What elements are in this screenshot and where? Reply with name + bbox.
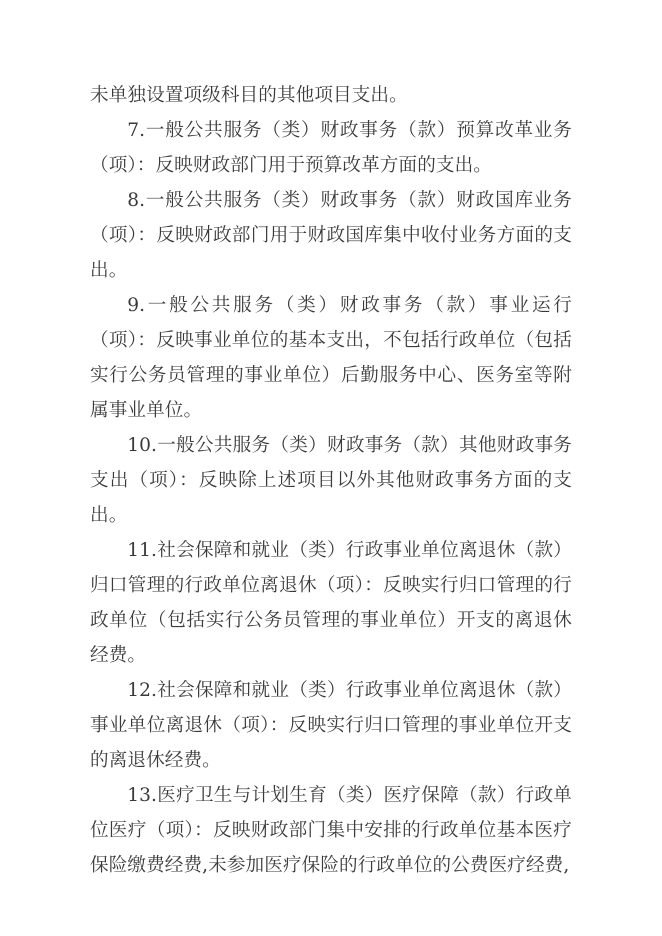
- paragraph-item-7: 7.一般公共服务（类）财政事务（款）预算改革业务（项）：反映财政部门用于预算改革方面的支出。: [90, 120, 572, 176]
- paragraph-item-11: 11.社会保障和就业（类）行政事业单位离退休（款）归口管理的行政单位离退休（项）：反映实行归口管理的行政单位（包括实行公务员管理的事业单位）开支的离退休经费。: [90, 540, 572, 666]
- paragraph-item-13: 13.医疗卫生与计划生育（类）医疗保障（款）行政单位医疗（项）：反映财政部门集中安排的行政单位基本医疗保险缴费经费,未参加医疗保险的行政单位的公费医疗经费,: [90, 785, 572, 876]
- paragraph-item-8: 8.一般公共服务（类）财政事务（款）财政国库业务（项）：反映财政部门用于财政国库集中收付业务方面的支出。: [90, 190, 572, 281]
- paragraph-item-9: 9.一般公共服务（类）财政事务（款）事业运行（项）：反映事业单位的基本支出，不包括行政单位（包括实行公务员管理的事业单位）后勤服务中心、医务室等附属事业单位。: [90, 295, 572, 421]
- paragraph-item-12: 12.社会保障和就业（类）行政事业单位离退休（款）事业单位离退休（项）：反映实行归口管理的事业单位开支的离退休经费。: [90, 680, 572, 771]
- paragraph-item-10: 10.一般公共服务（类）财政事务（款）其他财政事务支出（项）：反映除上述项目以外其他财政事务方面的支出。: [90, 435, 572, 526]
- paragraph-continuation: 未单独设置项级科目的其他项目支出。: [90, 85, 408, 106]
- document-text-column: [90, 78, 572, 883]
